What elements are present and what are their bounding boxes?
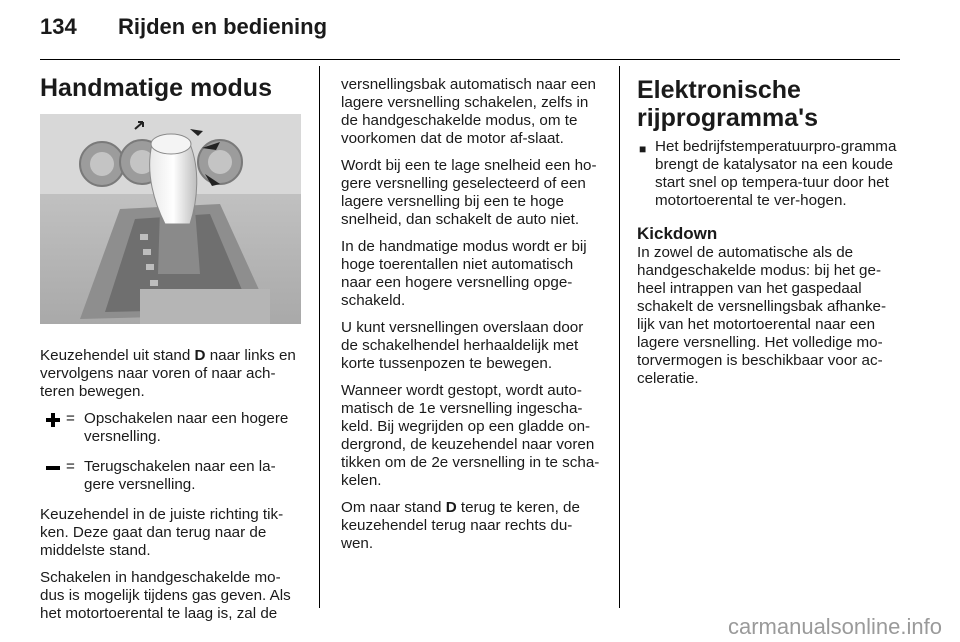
header-rule <box>40 59 900 60</box>
page-title: Rijden en bediening <box>118 14 328 39</box>
paragraph-no-upshift: In de handmatige modus wordt er bij hoge toerentallen niet automatisch naar een hogere versnelling opge-schakeld. <box>341 238 587 309</box>
paragraph-first-gear: Wanneer wordt gestopt, wordt auto-matisch de 1e versnelling ingescha-keld. Bij wegrijden op een gladde on-dergrond, de keuzehendel naar voren tikken om de 2e versnelling in te scha-kelen. <box>341 382 600 489</box>
paragraph-skip-gears: U kunt versnellingen overslaan door de schakelhendel herhaaldelijk met korte tussenpozen te bewegen. <box>341 319 584 372</box>
column-1 <box>40 68 304 632</box>
column-3 <box>637 70 903 397</box>
section-heading-kickdown: Kickdown <box>637 224 718 243</box>
column-divider-1 <box>319 66 320 608</box>
paragraph-return-d: Om naar stand D terug te keren, de keuzehendel terug naar rechts du-wen. <box>341 499 580 552</box>
paragraph-shift-throttle: Schakelen in handgeschakelde mo-dus is mogelijk tijdens gas geven. Als het motortoerental te laag is, zal de <box>40 569 291 622</box>
plus-icon <box>46 413 60 427</box>
bullet-item: ■ Het bedrijfstemperatuurpro-gramma brengt de katalysator na een koude start snel op tempera-tuur door het motortoerental te ver-hogen. <box>639 138 897 209</box>
section-heading-electronic-programs: Elektronische rijprogramma's <box>637 76 819 132</box>
minus-icon <box>46 461 60 475</box>
legend-upshift: = Opschakelen naar een hogere versnelling. <box>40 410 304 446</box>
legend-downshift: = Terugschakelen naar een la-gere versnelling. <box>40 458 304 494</box>
paragraph-wrong-gear: Wordt bij een te lage snelheid een ho-gere versnelling geselecteerd of een lagere versnelling bij een te hoge snelheid, dan schakelt de auto niet. <box>341 157 597 228</box>
paragraph-tap-lever: Keuzehendel in de juiste richting tik-ken. Deze gaat dan terug naar de middelste stand. <box>40 506 284 559</box>
section-heading-manual-mode: Handmatige modus <box>40 74 272 102</box>
watermark: carmanualsonline.info <box>727 614 942 639</box>
column-2 <box>341 76 603 562</box>
square-bullet-icon: ■ <box>639 142 647 156</box>
page-header <box>40 14 327 40</box>
page-number: 134 <box>40 14 77 39</box>
paragraph-kickdown: In zowel de automatische als de handgeschakelde modus: bij het ge-heel intrappen van het gaspedaal schakelt de versnellingsbak afhanke-lijk van het motortoerental naar een lagere versnelling. Het volledige mo-torvermogen is beschikbaar voor ac-celeratie. <box>637 244 887 387</box>
gear-selector-photo <box>40 114 301 324</box>
column-divider-2 <box>619 66 620 608</box>
paragraph-auto-downshift: versnellingsbak automatisch naar een lagere versnelling schakelen, zelfs in de handgeschakelde modus, om te voorkomen dat de motor af-slaat. <box>341 76 596 147</box>
intro-paragraph: Keuzehendel uit stand D naar links en vervolgens naar voren of naar ach-teren bewegen. <box>40 347 296 400</box>
